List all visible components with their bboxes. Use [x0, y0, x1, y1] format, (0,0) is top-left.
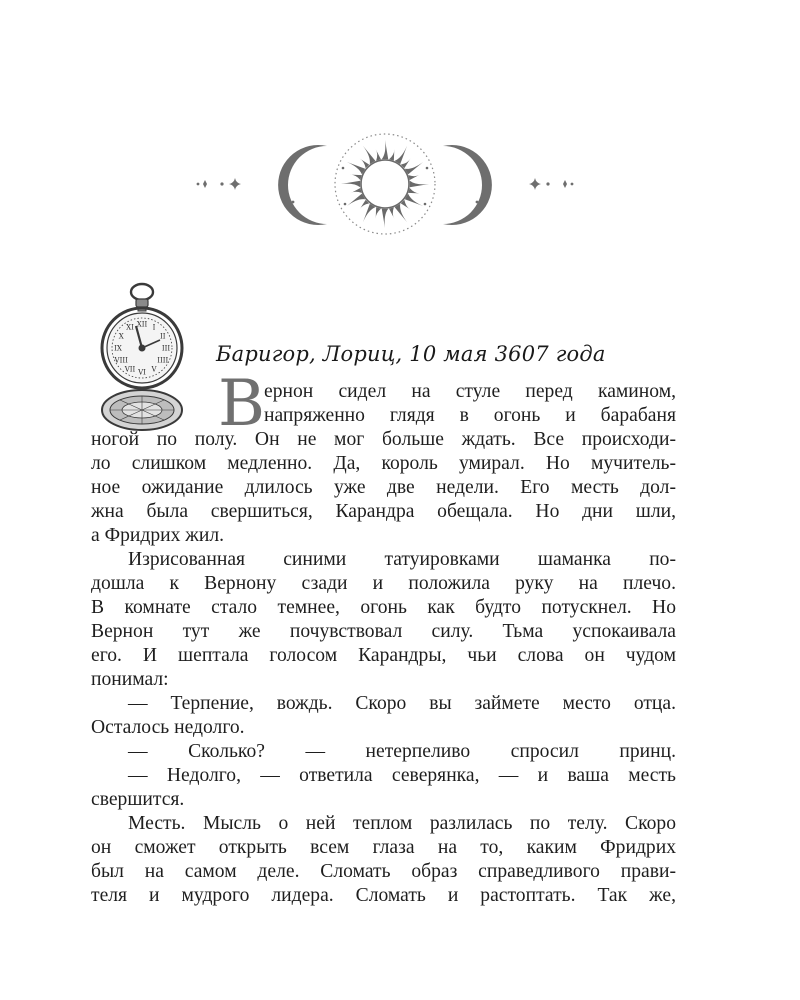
watch-numeral: XII: [136, 320, 148, 329]
text-line: Месть. Мысль о ней теплом разлилась по телу. Скоро: [128, 813, 676, 834]
right-big-crescent-icon: [443, 145, 492, 225]
text-line: В комнате стало темнее, огонь как будто потускнел. Но: [91, 597, 676, 618]
text-line: ло слишком медленно. Да, король умирал. Но мучитель-: [91, 453, 676, 474]
sun-ray: [395, 204, 407, 222]
sun-ray: [408, 188, 419, 193]
drop-cap-letter: В: [218, 367, 266, 441]
text-line: ногой по полу. Он не мог больше ждать. Все происходи-: [91, 429, 676, 450]
sun-ray: [347, 162, 365, 174]
sun-ray: [341, 181, 360, 187]
text-line: был на самом деле. Сломать образ справедливого прави-: [91, 861, 676, 882]
sun-ray: [410, 181, 429, 187]
chapter-place-date: Баригор, Лориц, 10 мая 3607 года: [216, 342, 606, 366]
text-line: а Фридрих жил.: [91, 525, 225, 546]
sun-icon: [335, 134, 435, 234]
text-line: теля и мудрого лидера. Сломать и растоптать. Так же,: [91, 885, 676, 906]
sun-ray: [376, 149, 381, 160]
sun-ray: [389, 149, 394, 160]
sun-ray: [389, 207, 394, 218]
sun-ray: [376, 207, 381, 218]
watch-numeral: VIII: [114, 356, 128, 365]
watch-numeral: V: [151, 365, 157, 374]
text-line: его. И шептала голосом Карандры, чьи слова он чудом: [91, 645, 676, 666]
right-star-icon: [529, 178, 541, 190]
text-line: — Терпение, вождь. Скоро вы займете место отца.: [128, 693, 676, 714]
text-line: он сможет открыть всем глаза на то, каким Фридрих: [91, 837, 676, 858]
watch-numeral: II: [160, 332, 166, 341]
text-line: ное ожидание длилось уже две недели. Его месть дол-: [91, 477, 676, 498]
text-line: дошла к Вернону сзади и положила руку на плечо.: [91, 573, 676, 594]
watch-numeral: XI: [126, 323, 134, 332]
left-big-crescent-icon: [278, 145, 327, 225]
left-star-icon: [229, 178, 241, 190]
text-line: Вернон тут же почувствовал силу. Тьма успокаивала: [91, 621, 676, 642]
left-small-crescent-icon: [249, 170, 263, 198]
watch-numeral: X: [118, 332, 124, 341]
sun-ray: [350, 188, 361, 193]
text-line: жна была свершиться, Карандра обещала. Но дни шли,: [91, 501, 676, 522]
text-line: напряженно глядя в огонь и барабаня: [264, 405, 676, 426]
sun-ray: [405, 194, 423, 206]
text-line: понимал:: [91, 669, 169, 690]
sun-ray: [405, 162, 423, 174]
watch-numeral: I: [152, 323, 156, 332]
text-line: свершится.: [91, 789, 185, 810]
sun-ray: [382, 140, 388, 159]
sun-ray: [382, 209, 388, 228]
watch-numeral: IX: [114, 344, 122, 353]
sun-ray: [408, 175, 419, 180]
watch-numeral: VII: [124, 365, 136, 374]
text-line: — Сколько? — нетерпеливо спросил принц.: [128, 741, 676, 762]
sun-ray: [363, 146, 375, 164]
sun-ray: [395, 146, 407, 164]
text-line: Изрисованная синими татуировками шаманка по-: [128, 549, 676, 570]
watch-numeral: VI: [138, 368, 146, 377]
sun-ray: [350, 175, 361, 180]
left-sparkle-icon: [197, 180, 207, 188]
watch-numeral: III: [161, 344, 171, 353]
sun-ray: [363, 204, 375, 222]
sun-ray: [347, 194, 365, 206]
sun-moon-ornament: [195, 128, 575, 248]
text-line: — Недолго, — ответила северянка, — и ваша месть: [128, 765, 676, 786]
pocket-watch-illustration: [90, 282, 200, 442]
text-line: Осталось недолго.: [91, 717, 245, 738]
watch-numeral: IIII: [157, 356, 169, 365]
right-small-crescent-icon: [507, 170, 521, 198]
text-line: ернон сидел на стуле перед камином,: [264, 381, 676, 402]
right-sparkle-icon: [563, 180, 573, 188]
